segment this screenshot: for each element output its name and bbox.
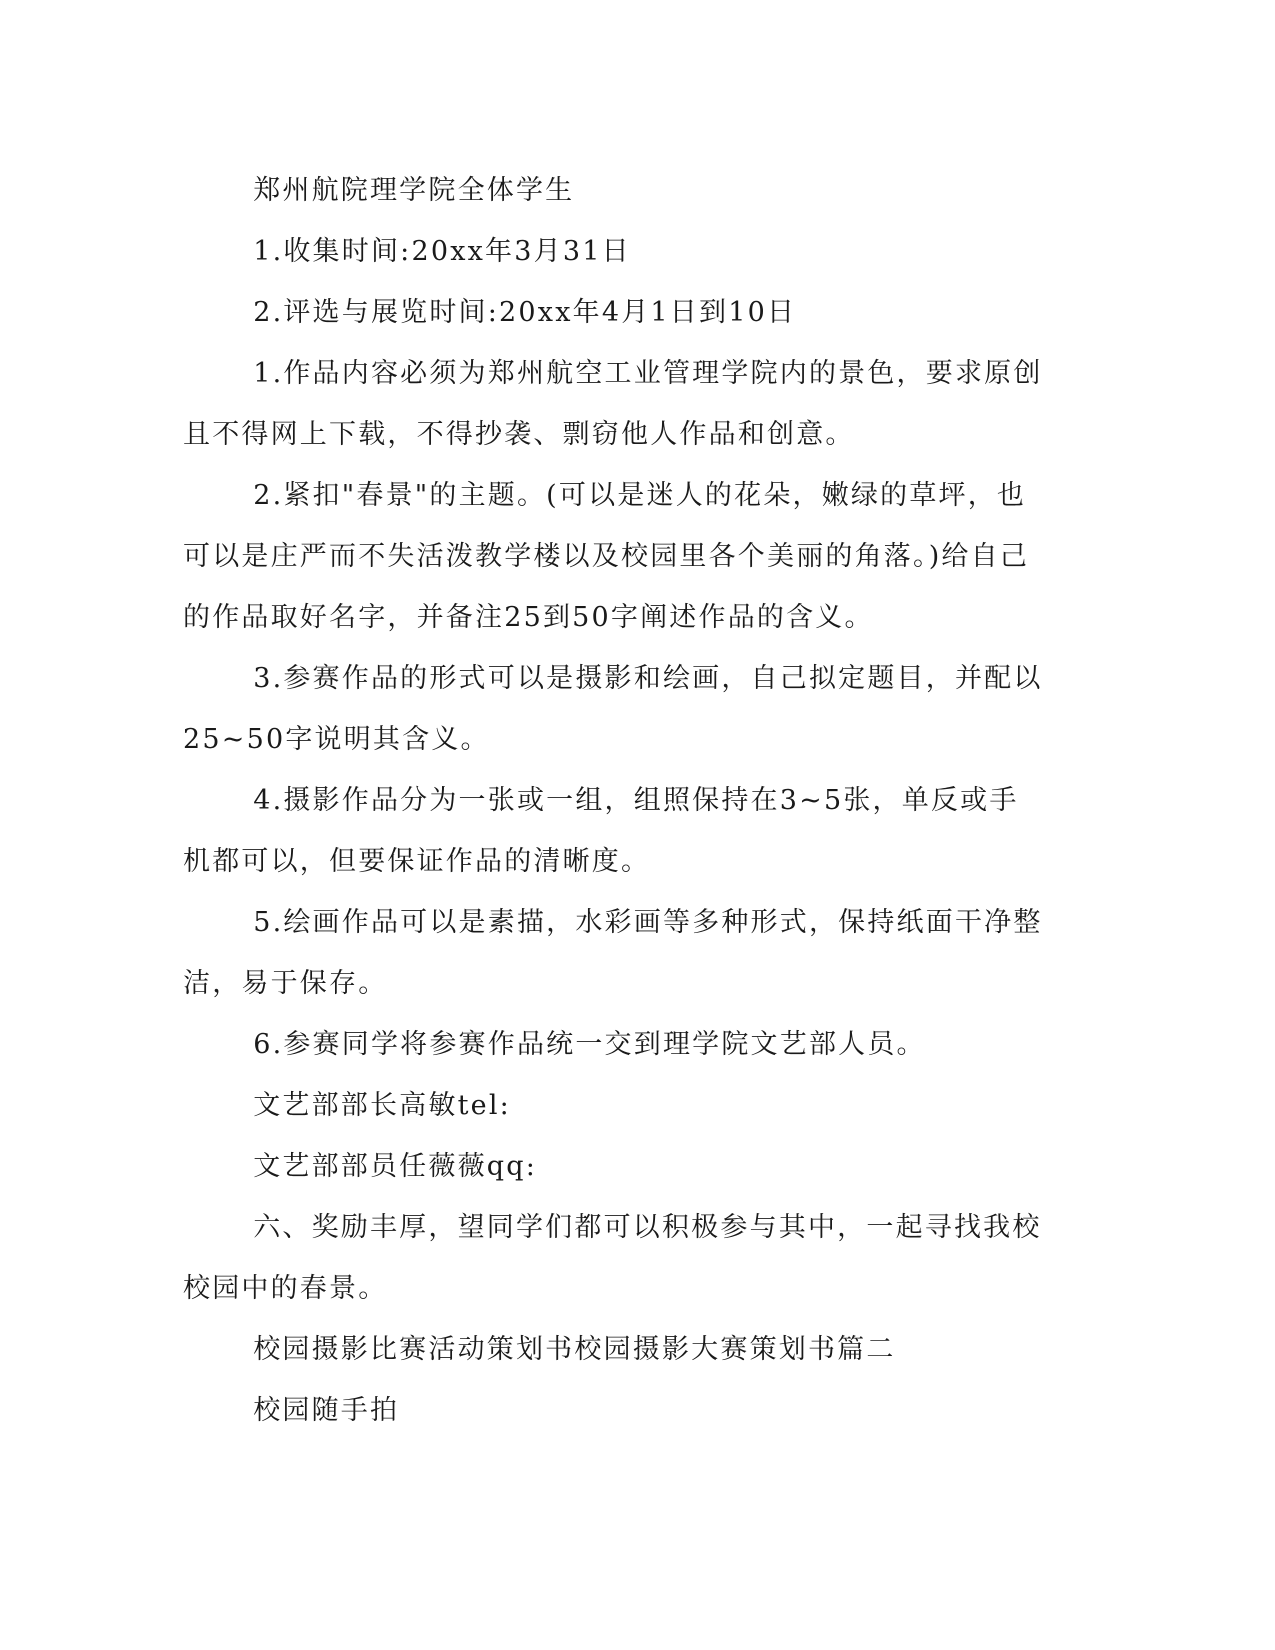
paragraph-rule-3: 3.参赛作品的形式可以是摄影和绘画，自己拟定题目，并配以25~50字说明其含义。 [183, 663, 1043, 755]
paragraph-rule-1: 1.作品内容必须为郑州航空工业管理学院内的景色，要求原创且不得网上下载，不得抄袭、剽窃他人作品和创意。 [183, 358, 1043, 450]
paragraph-contact-member: 文艺部部员任薇薇qq: [253, 1151, 538, 1182]
paragraph-section-heading: 校园摄影比赛活动策划书校园摄影大赛策划书篇二 [253, 1334, 896, 1365]
paragraph-rule-6: 6.参赛同学将参赛作品统一交到理学院文艺部人员。 [253, 1029, 926, 1060]
paragraph-contact-minister: 文艺部部长高敏tel: [253, 1090, 511, 1121]
paragraph-rule-5: 5.绘画作品可以是素描，水彩画等多种形式，保持纸面干净整洁，易于保存。 [183, 907, 1043, 999]
paragraph-exhibition-time: 2.评选与展览时间:20xx年4月1日到10日 [253, 297, 797, 328]
document-body [183, 160, 1043, 1441]
paragraph-rule-4: 4.摄影作品分为一张或一组，组照保持在3~5张，单反或手机都可以，但要保证作品的清晰度。 [183, 785, 1019, 877]
paragraph-rewards: 六、奖励丰厚，望同学们都可以积极参与其中，一起寻找我校校园中的春景。 [183, 1212, 1042, 1304]
paragraph-theme: 校园随手拍 [253, 1395, 400, 1426]
paragraph-audience: 郑州航院理学院全体学生 [253, 175, 575, 206]
paragraph-rule-2: 2.紧扣"春景"的主题。(可以是迷人的花朵，嫩绿的草坪，也可以是庄严而不失活泼教学楼以及校园里各个美丽的角落。)给自己的作品取好名字，并备注25到50字阐述作品的含义。 [183, 480, 1030, 633]
paragraph-collection-time: 1.收集时间:20xx年3月31日 [253, 236, 631, 267]
